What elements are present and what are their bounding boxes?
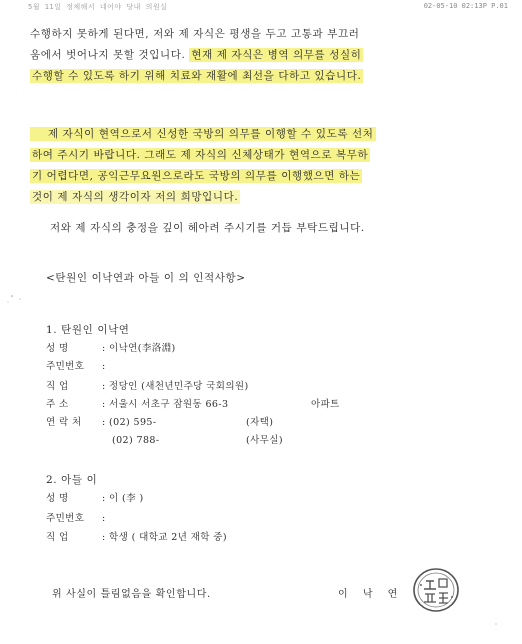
highlighted-text: 것이 제 자식의 생각이자 저의 희망입니다.	[32, 191, 239, 203]
field-value: : 이 (李 )	[102, 493, 144, 504]
field-value: :	[102, 361, 106, 372]
footer-statement: 위 사실이 틀림없음을 확인합니다.	[52, 589, 211, 600]
field-label: 직 업	[46, 381, 69, 392]
highlighted-text: 수행할 수 있도록 하기 위해 치료와 재활에 최선을 다하고 있습니다.	[32, 70, 362, 82]
paragraph-line	[30, 24, 455, 45]
field-extra: 아파트	[311, 399, 340, 410]
highlighted-text: 기 어렵다면, 공익근무요원으로라도 국방의 의무를 이행했으면 하는	[32, 170, 361, 182]
fax-header-left: 5월 11일 정체해서 네어야 당내 의원실	[28, 3, 168, 11]
fax-header	[28, 2, 508, 14]
text-line: 저와 제 자식의 충정을 깊이 헤아려 주시기를 거듭 부탁드립니다.	[50, 222, 365, 234]
person1-heading: 1. 탄원인 이낙연	[46, 324, 130, 336]
field-label: 직 업	[46, 532, 69, 543]
field-label: 성 명	[46, 343, 69, 354]
person2-name-field	[46, 490, 144, 508]
field-label: 주 소	[46, 399, 69, 410]
field-label: 주민번호	[46, 361, 85, 372]
person1-address-field	[46, 396, 340, 414]
seal-stamp-icon	[412, 567, 460, 613]
paragraph-2	[30, 124, 455, 208]
person1-name-field	[46, 340, 176, 358]
person1-job-field	[46, 378, 249, 396]
field-label: 주민번호	[46, 513, 85, 524]
closing-request	[50, 218, 475, 239]
paragraph-line	[30, 166, 455, 187]
paragraph-line	[30, 145, 455, 166]
person2-id-field	[46, 510, 106, 528]
paragraph-line	[30, 124, 455, 145]
person1-id-field	[46, 358, 106, 376]
person2-job-field	[46, 529, 227, 547]
field-label: 연 락 처	[46, 417, 82, 428]
text-line: 움에서 벗어나지 못할 것입니다.	[30, 49, 186, 61]
field-label: 성 명	[46, 493, 69, 504]
person1-contact-field	[46, 414, 274, 432]
paragraph-1	[30, 24, 455, 87]
fax-header-right: 02-05-10 02:13P P.01	[423, 2, 508, 10]
highlighted-text: 제 자식이 현역으로서 신성한 국방의 의무를 이행할 수 있도록 선처	[30, 127, 376, 141]
field-value: : 정당인 (새천년민주당 국회의원)	[102, 381, 249, 392]
person1-contact-office-field	[46, 432, 283, 450]
field-value: : 이낙연(李洛淵)	[102, 343, 176, 354]
paragraph-line	[30, 66, 455, 87]
highlighted-text: 하여 주시기 바랍니다. 그래도 제 자식의 신체상태가 현역으로 복무하	[32, 149, 369, 161]
field-value: :	[102, 513, 106, 524]
section-title: <탄원인 이낙연과 아들 이 의 인적사항>	[46, 272, 246, 284]
text-line: 수행하지 못하게 된다면, 저와 제 자식은 평생을 두고 고통과 부끄러	[30, 28, 360, 40]
paragraph-line	[30, 187, 455, 208]
field-value: : 서울시 서초구 잠원동 66-3	[102, 399, 229, 410]
field-value: (02) 788-	[112, 435, 160, 446]
field-extra: (사무실)	[246, 435, 283, 446]
highlighted-text: 현재 제 자식은 병역 의무를 성실히	[191, 49, 362, 61]
field-value: : (02) 595-	[102, 417, 157, 428]
person2-heading: 2. 아들 이	[46, 474, 98, 486]
field-value: : 학생 ( 대학교 2년 재학 중)	[102, 532, 227, 543]
field-extra: (자택)	[246, 417, 274, 428]
paragraph-line	[30, 45, 455, 66]
signer-name: 이 낙 연	[338, 589, 404, 600]
